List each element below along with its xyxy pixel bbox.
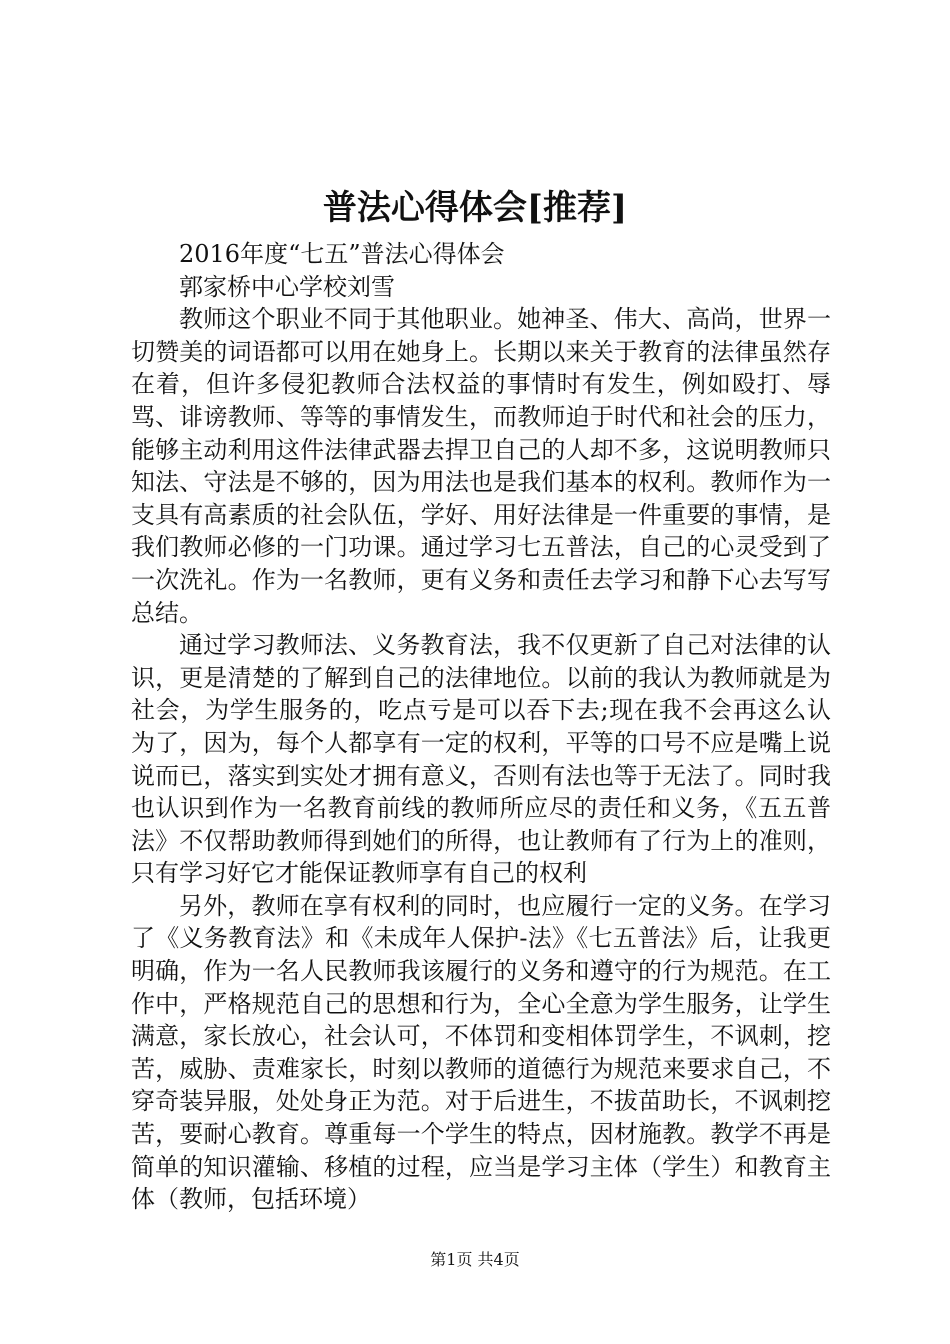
paragraph-1: 教师这个职业不同于其他职业。她神圣、伟大、高尚，世界一切赞美的词语都可以用在她身上。长期以来关于教育的法律虽然存在着，但许多侵犯教师合法权益的事情时有发生，例如殴打、辱骂、诽谤教师、等等的事情发生，而教师迫于时代和社会的压力，能够主动利用这件法律武器去捍卫自己的人却不多，这说明教师只知法、守法是不够的，因为用法也是我们基本的权利。教师作为一支具有高素质的社会队伍，学好、用好法律是一件重要的事情，是我们教师必修的一门功课。通过学习七五普法，自己的心灵受到了一次洗礼。作为一名教师，更有义务和责任去学习和静下心去写写总结。 [131, 305, 831, 627]
document-body [131, 238, 831, 1216]
paragraph-2: 通过学习教师法、义务教育法，我不仅更新了自己对法律的认识，更是清楚的了解到自己的法律地位。以前的我认为教师就是为社会，为学生服务的，吃点亏是可以吞下去;现在我不会再这么认为了，因为，每个人都享有一定的权利，平等的口号不应是嘴上说说而已，落实到实处才拥有意义，否则有法也等于无法了。同时我也认识到作为一名教育前线的教师所应尽的责任和义务，《五五普法》不仅帮助教师得到她们的所得，也让教师有了行为上的准则，只有学习好它才能保证教师享有自己的权利 [131, 631, 831, 888]
paragraph-3: 另外，教师在享有权利的同时，也应履行一定的义务。在学习了《义务教育法》和《未成年人保护-法》《七五普法》后，让我更明确，作为一名人民教师我该履行的义务和遵守的行为规范。在工作中，严格规范自己的思想和行为，全心全意为学生服务，让学生满意，家长放心，社会认可，不体罚和变相体罚学生，不讽刺，挖苦，威胁、责难家长，时刻以教师的道德行为规范来要求自己，不穿奇装异服，处处身正为范。对于后进生，不拔苗助长，不讽刺挖苦，要耐心教育。尊重每一个学生的特点，因材施教。教学不再是简单的知识灌输、移植的过程，应当是学习主体（学生）和教育主体（教师，包括环境） [131, 891, 831, 1214]
document-title: 普法心得体会[推荐] [322, 188, 628, 228]
document-subtitle: 2016年度“七五”普法心得体会 [179, 240, 505, 268]
document-author: 郭家桥中心学校刘雪 [179, 272, 395, 301]
page-footer: 第1页 共4页 [430, 1250, 520, 1269]
